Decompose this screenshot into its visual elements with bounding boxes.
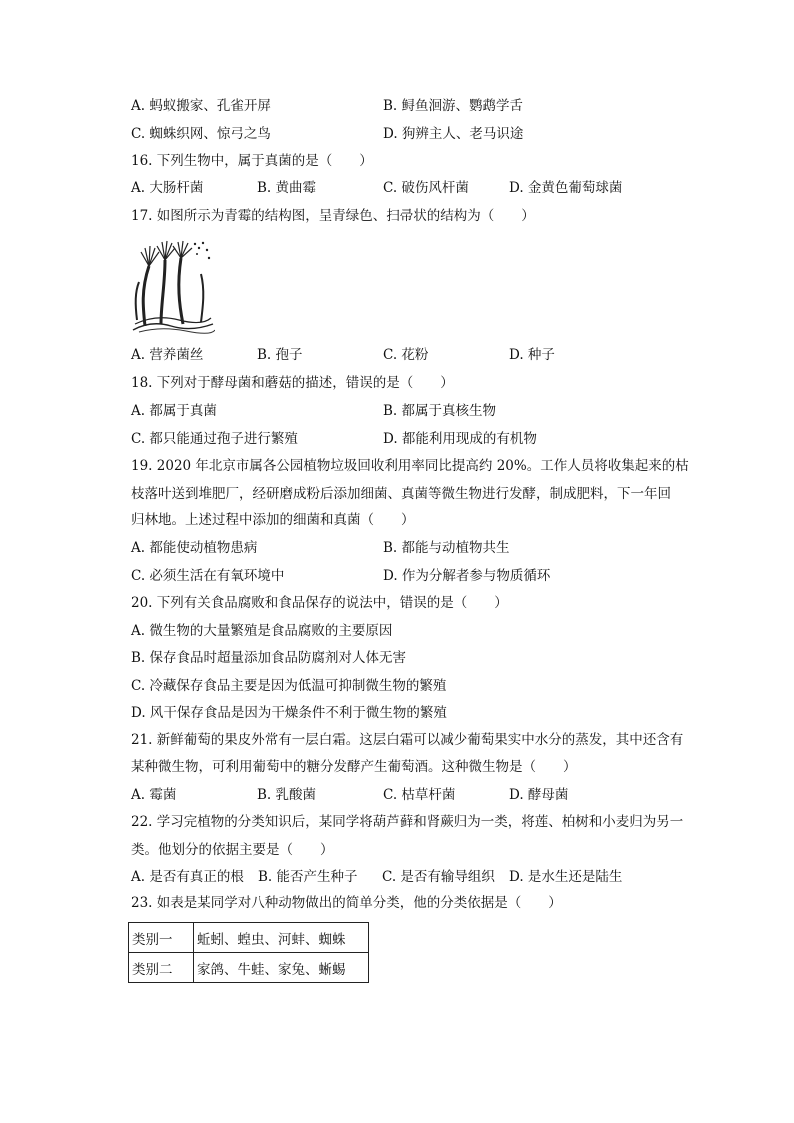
- q20-stem: 20. 下列有关食品腐败和食品保存的说法中，错误的是（ ）: [131, 595, 508, 611]
- q19-stem-line-3: 归林地。上述过程中添加的细菌和真菌（ ）: [131, 512, 415, 528]
- q21-option-d[interactable]: D. 酵母菌: [509, 787, 569, 803]
- q22-stem-line-2: 类。他划分的依据主要是（ ）: [131, 842, 334, 858]
- q22-option-b[interactable]: B. 能否产生种子: [258, 869, 358, 885]
- q20-option-d[interactable]: D. 风干保存食品是因为干燥条件不利于微生物的繁殖: [131, 705, 447, 721]
- q21-stem-line-2: 某种微生物，可利用葡萄中的糖分发酵产生葡萄酒。这种微生物是（ ）: [131, 759, 577, 775]
- q15-option-d[interactable]: D. 狗辨主人、老马识途: [383, 126, 524, 142]
- animal-classification-table: [128, 922, 369, 983]
- q16-option-a[interactable]: A. 大肠杆菌: [131, 180, 204, 196]
- q19-option-a[interactable]: A. 都能使动植物患病: [131, 540, 258, 556]
- table-cell-category-label: 类别一: [129, 923, 194, 953]
- q19-option-c[interactable]: C. 必须生活在有氧环境中: [131, 568, 285, 584]
- q18-stem: 18. 下列对于酵母菌和蘑菇的描述，错误的是（ ）: [131, 375, 454, 391]
- table-cell-category-label: 类别二: [129, 953, 194, 983]
- q21-option-b[interactable]: B. 乳酸菌: [257, 787, 317, 803]
- q19-stem-line-1: 19. 2020 年北京市属各公园植物垃圾回收利用率同比提高约 20%。工作人员将收集起来的枯: [131, 458, 689, 474]
- q15-option-a[interactable]: A. 蚂蚁搬家、孔雀开屏: [131, 98, 271, 114]
- q21-stem-line-1: 21. 新鲜葡萄的果皮外常有一层白霜。这层白霜可以减少葡萄果实中水分的蒸发，其中还含有: [131, 732, 684, 748]
- q17-option-d[interactable]: D. 种子: [509, 347, 555, 363]
- table-row: [129, 923, 369, 953]
- q17-option-b[interactable]: B. 孢子: [257, 347, 303, 363]
- q19-option-b[interactable]: B. 都能与动植物共生: [383, 540, 510, 556]
- q18-option-c[interactable]: C. 都只能通过孢子进行繁殖: [131, 431, 298, 447]
- q21-option-c[interactable]: C. 枯草杆菌: [383, 787, 456, 803]
- penicillium-structure-figure: [131, 238, 215, 334]
- table-row: [129, 953, 369, 983]
- q18-option-a[interactable]: A. 都属于真菌: [131, 403, 217, 419]
- table-cell-animals: 蚯蚓、蝗虫、河蚌、蜘蛛: [194, 923, 369, 953]
- q16-option-d[interactable]: D. 金黄色葡萄球菌: [509, 180, 623, 196]
- q19-option-d[interactable]: D. 作为分解者参与物质循环: [383, 568, 551, 584]
- q20-option-c[interactable]: C. 冷藏保存食品主要是因为低温可抑制微生物的繁殖: [131, 678, 447, 694]
- q19-stem-line-2: 枝落叶送到堆肥厂，经研磨成粉后添加细菌、真菌等微生物进行发酵，制成肥料，下一年回: [131, 486, 671, 502]
- q17-option-c[interactable]: C. 花粉: [383, 347, 429, 363]
- q20-option-b[interactable]: B. 保存食品时超量添加食品防腐剂对人体无害: [131, 650, 407, 666]
- q20-option-a[interactable]: A. 微生物的大量繁殖是食品腐败的主要原因: [131, 623, 393, 639]
- q17-stem: 17. 如图所示为青霉的结构图，呈青绿色、扫帚状的结构为（ ）: [131, 208, 535, 224]
- q22-stem-line-1: 22. 学习完植物的分类知识后，某同学将葫芦藓和肾蕨归为一类，将莲、柏树和小麦归为另一: [131, 814, 684, 830]
- q17-option-a[interactable]: A. 营养菌丝: [131, 347, 204, 363]
- q22-option-a[interactable]: A. 是否有真正的根: [131, 869, 244, 885]
- q16-option-b[interactable]: B. 黄曲霉: [257, 180, 317, 196]
- q21-option-a[interactable]: A. 霉菌: [131, 787, 177, 803]
- q15-option-c[interactable]: C. 蜘蛛织网、惊弓之鸟: [131, 126, 271, 142]
- q16-option-c[interactable]: C. 破伤风杆菌: [383, 180, 469, 196]
- q15-option-b[interactable]: B. 鲟鱼洄游、鹦鹉学舌: [383, 98, 524, 114]
- q16-stem: 16. 下列生物中，属于真菌的是（ ）: [131, 153, 373, 169]
- q22-option-d[interactable]: D. 是水生还是陆生: [509, 869, 623, 885]
- q18-option-b[interactable]: B. 都属于真核生物: [383, 403, 497, 419]
- q23-stem: 23. 如表是某同学对八种动物做出的简单分类，他的分类依据是（ ）: [131, 895, 562, 911]
- q22-option-c[interactable]: C. 是否有输导组织: [382, 869, 495, 885]
- table-cell-animals: 家鸽、牛蛙、家兔、蜥蜴: [194, 953, 369, 983]
- q18-option-d[interactable]: D. 都能利用现成的有机物: [383, 431, 537, 447]
